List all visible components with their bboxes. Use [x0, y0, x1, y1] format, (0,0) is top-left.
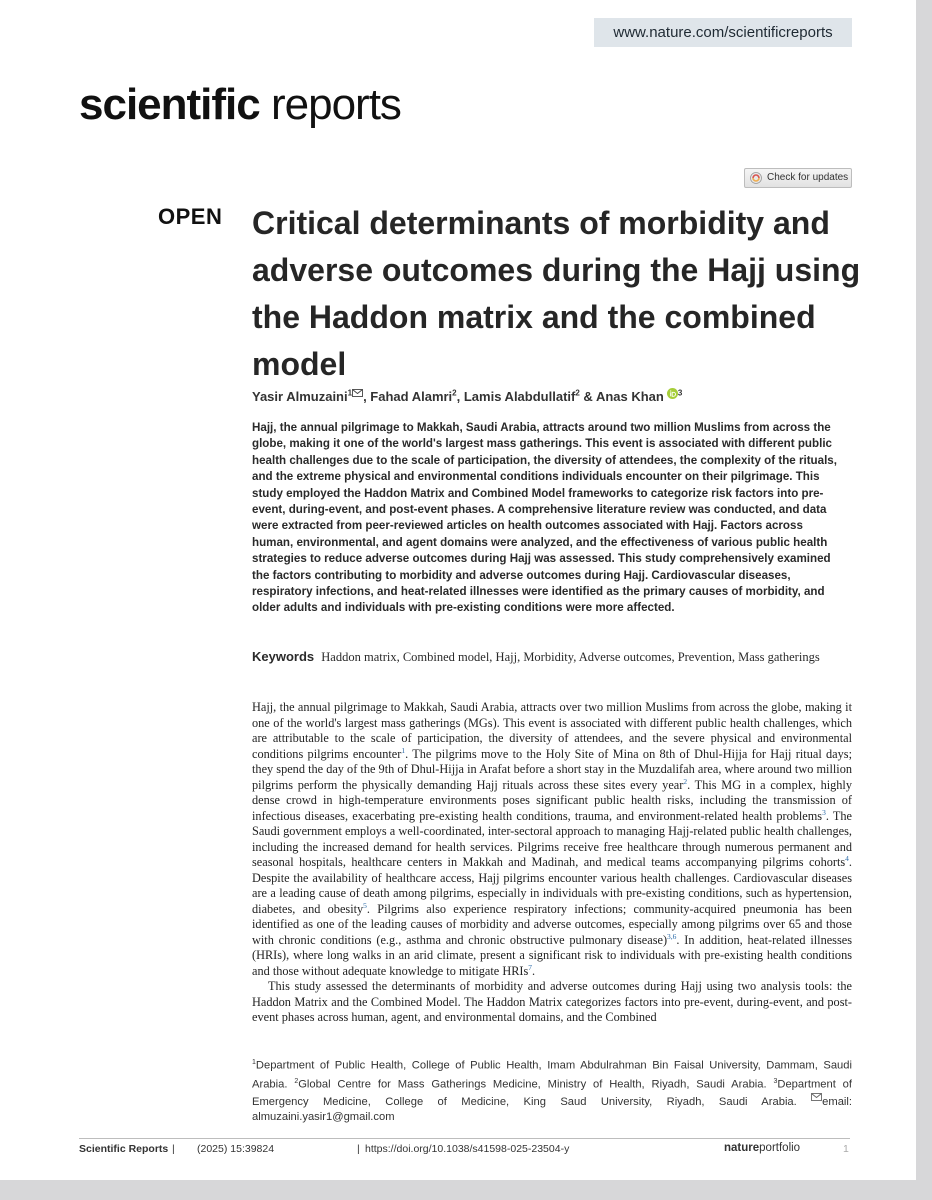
affiliations	[252, 1055, 852, 1125]
reference-link[interactable]: 3,6	[667, 931, 677, 941]
reference-link[interactable]: 7	[528, 962, 533, 972]
affiliation-sup: 3	[773, 1077, 778, 1085]
reference-link[interactable]: 2	[683, 776, 688, 786]
footer-divider	[79, 1138, 850, 1139]
author-affiliation-sup: 2	[452, 388, 457, 398]
footer-citation: (2025) 15:39824	[197, 1143, 275, 1155]
footer-doi-link[interactable]: https://doi.org/10.1038/s41598-025-23504-y	[365, 1143, 570, 1155]
journal-logo-bold: scientific	[79, 80, 260, 129]
body-text-run: . The pilgrims move to the Holy Site of Mina on 8th of Dhul-Hijja for Hajj ritual days; they spend the day of the 9th of Dhul-Hijja in Arafat before a short stay in the Muzdalifah area, where around two million pilgrims perform the physically demanding Hajj rituals across these sites every year	[252, 746, 852, 792]
check-updates-icon	[750, 172, 762, 184]
body-text	[252, 700, 852, 1026]
reference-link[interactable]: 3	[822, 807, 826, 817]
email-label: email:	[822, 1095, 852, 1108]
footer-separator: |	[357, 1143, 360, 1155]
author-list	[252, 388, 872, 404]
reference-link[interactable]: 1	[401, 745, 406, 755]
reference-link[interactable]: 5	[363, 900, 367, 910]
body-text-run: . Despite the availability of healthcare access, Hajj pilgrims encounter various health challenges. Cardiovascular diseases are a leading cause of death among pilgrims, especially in individuals with pre-existing conditions, such as hypertension, diabetes, and obesity	[252, 855, 852, 916]
page-number: 1	[843, 1143, 849, 1155]
reference-link[interactable]: 4	[845, 853, 849, 863]
keywords	[252, 648, 846, 666]
abstract: Hajj, the annual pilgrimage to Makkah, Saudi Arabia, attracts around two million Muslims from across the globe, making it one of the world's largest mass gatherings. This event is associated with different public health challenges due to the scale of participation, the diversity of attendees, the complexity of the rituals, and the extreme physical and environmental conditions individuals encounter on their pilgrimage. This study employed the Haddon Matrix and Combined Model frameworks to categorize risk factors into pre-event, during-event, and post-event phases. A comprehensive literature review was conducted, and data were extracted from peer-reviewed articles on health outcomes associated with Hajj. Factors across human, environmental, and agent domains were analyzed, and the effectiveness of various public health strategies to reduce adverse outcomes during Hajj was assessed. This study comprehensively examined the factors contributing to morbidity and adverse outcomes during Hajj. Cardiovascular diseases, respiratory infections, and heat-related illnesses were identified as the primary causes of morbidity, and older adults and individuals with pre-existing conditions were more affected.	[252, 421, 837, 615]
author-affiliation-sup: 3	[677, 388, 683, 398]
author-name[interactable]: Anas Khan	[595, 389, 664, 404]
check-updates-label: Check for updates	[767, 172, 849, 183]
email-icon	[811, 1093, 822, 1101]
author-name[interactable]: Fahad Alamri	[370, 389, 453, 404]
affiliation-sup: 1	[252, 1059, 256, 1066]
page-footer	[79, 1143, 850, 1159]
keywords-list: Haddon matrix, Combined model, Hajj, Morbidity, Adverse outcomes, Prevention, Mass gatherings	[321, 650, 820, 664]
affiliation-1: Department of Public Health, College of Public Health, Imam Abdulrahman Bin Faisal University, Dammam, Saudi Arabia.	[252, 1059, 852, 1091]
author-separator: ,	[363, 389, 371, 404]
check-for-updates-button[interactable]	[744, 168, 852, 188]
body-text-run: Hajj, the annual pilgrimage to Makkah, Saudi Arabia, attracts over two million Muslims from across the globe, making it one of the world's largest mass gatherings (MGs). This event is associated with different public health challenges, which are attributable to the scale of participation, the diversity of attendees, and the severe physical and environmental conditions pilgrims encounter	[252, 700, 852, 761]
author-name[interactable]: Yasir Almuzaini	[252, 389, 348, 404]
footer-separator: |	[172, 1143, 175, 1155]
corresponding-email-link[interactable]: almuzaini.yasir1@gmail.com	[252, 1111, 395, 1124]
body-text-run: .	[532, 963, 536, 978]
journal-logo-rest: reports	[259, 80, 401, 129]
affiliation-2: Global Centre for Mass Gatherings Medicine, Ministry of Health, Riyadh, Saudi Arabia.	[298, 1078, 774, 1091]
body-paragraph	[252, 700, 852, 979]
affiliation-3: Department of Emergency Medicine, College of Medicine, King Saud University, Riyadh, Saudi Arabia.	[252, 1078, 853, 1108]
email-icon[interactable]	[352, 389, 363, 397]
portfolio-logo-bold: nature	[724, 1142, 760, 1154]
article-title: Critical determinants of morbidity and adverse outcomes during the Hajj using the Haddon matrix and the combined model	[252, 205, 861, 382]
body-text-run: . This MG in a complex, highly dense crowd in high-temperature environments poses significant public health risks, including the transmission of infectious diseases, exacerbating pre-existing health conditions, trauma, and environment-related health problems	[252, 777, 852, 823]
body-text-run: . The Saudi government employs a well-coordinated, inter-sectoral approach to managing Hajj-related public health challenges, including the increased demand for health services. Pilgrims receive free healthcare through numerous permanent and seasonal hospitals, healthcare centers in Makkah and Madinah, and medical teams accompanying pilgrims cohorts	[252, 808, 852, 869]
author-name[interactable]: Lamis Alabdullatif	[463, 389, 576, 404]
nature-portfolio-logo	[724, 1142, 800, 1154]
body-paragraph: This study assessed the determinants of morbidity and adverse outcomes during Hajj using two analysis tools: the Haddon Matrix and the Combined Model. The Haddon Matrix categorizes factors into pre-event, during-event, and post-event phases across human, agent, and environmental domains, and the Combined	[252, 979, 852, 1024]
author-affiliation-sup: 1	[347, 388, 353, 398]
journal-url-banner[interactable]: www.nature.com/scientificreports	[594, 18, 852, 47]
body-text-run: . Pilgrims also experience respiratory infections; community-acquired pneumonia has been identified as one of the leading causes of morbidity and adverse outcomes, especially among pilgrims over 65 and those with chronic conditions (e.g., asthma and chronic obstructive pulmonary disease)	[252, 901, 852, 947]
affiliation-sup: 2	[294, 1077, 299, 1085]
body-text-run: . In addition, heat-related illnesses (HRIs), where long walks in an arid climate, present a significant risk to individuals with pre-existing health conditions and those without adequate knowledge to mitigate HRIs	[252, 932, 852, 978]
open-access-label: OPEN	[158, 204, 223, 229]
keywords-label: Keywords	[252, 649, 315, 664]
journal-logo	[79, 78, 401, 132]
portfolio-logo-rest: portfolio	[759, 1142, 801, 1154]
author-affiliation-sup: 2	[575, 388, 580, 398]
author-separator: &	[579, 389, 596, 404]
orcid-icon[interactable]	[667, 388, 678, 399]
footer-journal-name: Scientific Reports	[79, 1143, 169, 1155]
author-separator: ,	[456, 389, 464, 404]
